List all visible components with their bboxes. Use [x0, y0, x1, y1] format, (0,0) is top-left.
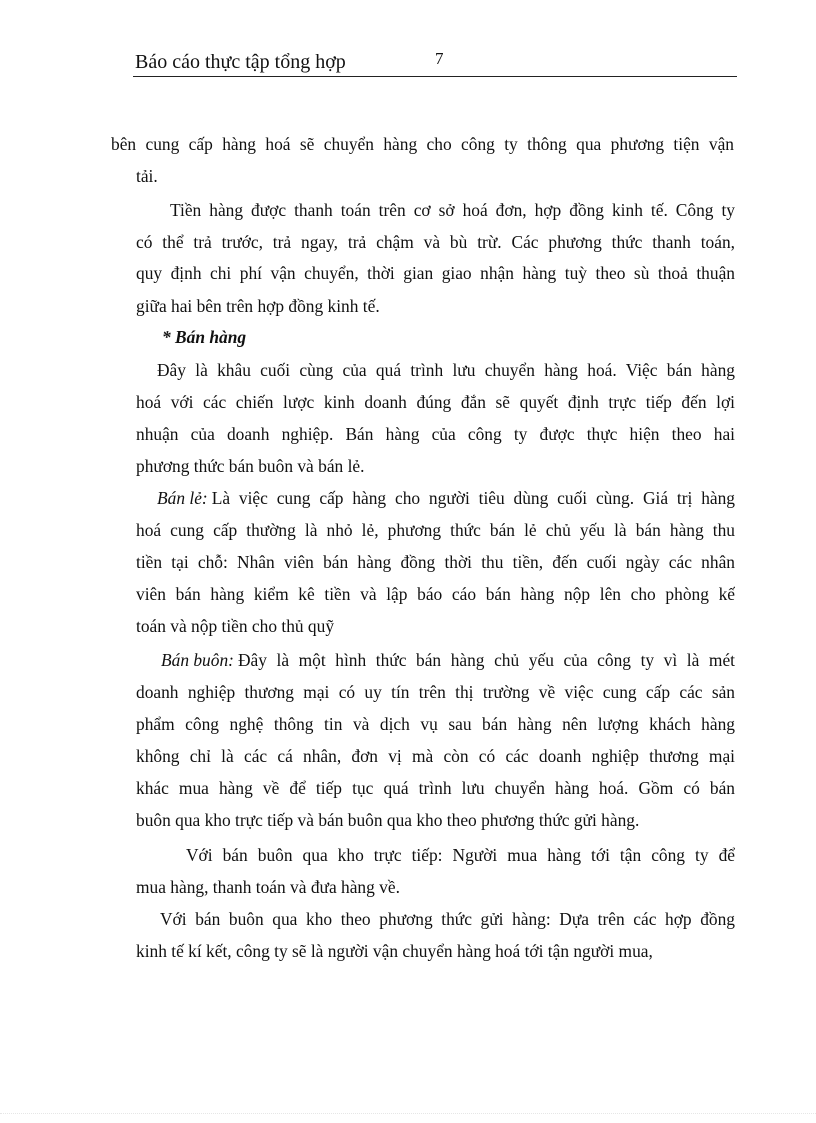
text-line: phương thức bán buôn và bán lẻ. [136, 456, 365, 476]
text-line: quy định chi phí vận chuyển, thời gian giao nhận hàng tuỳ theo sù thoả thuận [136, 263, 735, 283]
text-line: buôn qua kho trực tiếp và bán buôn qua kho theo phương thức gửi hàng. [136, 810, 640, 830]
page-header [133, 46, 737, 77]
text-segment: Là việc cung cấp hàng cho người tiêu dùng cuối cùng. Giá trị hàng [211, 488, 735, 508]
term-ban-buon: Bán buôn: [161, 650, 234, 670]
text-line: Tiền hàng được thanh toán trên cơ sở hoá đơn, hợp đồng kinh tế. Công ty [170, 200, 735, 220]
text-line: bên cung cấp hàng hoá sẽ chuyển hàng cho công ty thông qua phương tiện vận [111, 134, 734, 154]
header-title: Báo cáo thực tập tổng hợp [135, 51, 346, 73]
text-line: mua hàng, thanh toán và đưa hàng về. [136, 877, 400, 897]
term-ban-le: Bán lẻ: [157, 488, 208, 508]
text-line [157, 488, 735, 508]
text-line: Với bán buôn qua kho trực tiếp: Người mua hàng tới tận công ty để [186, 845, 735, 865]
text-line: không chỉ là các cá nhân, đơn vị mà còn có các doanh nghiệp thương mại [136, 746, 735, 766]
text-line [161, 650, 735, 670]
text-line: toán và nộp tiền cho thủ quỹ [136, 616, 335, 636]
text-line: nhuận của doanh nghiệp. Bán hàng của công ty được thực hiện theo hai [136, 424, 735, 444]
text-line: giữa hai bên trên hợp đồng kinh tế. [136, 296, 380, 316]
text-line: kinh tế kí kết, công ty sẽ là người vận chuyển hàng hoá tới tận người mua, [136, 941, 653, 961]
text-line: Với bán buôn qua kho theo phương thức gửi hàng: Dựa trên các hợp đồng [160, 909, 735, 929]
text-line: phẩm công nghệ thông tin và dịch vụ sau bán hàng nên lượng khách hàng [136, 714, 735, 734]
text-segment: Đây là một hình thức bán hàng chủ yếu của công ty vì là mét [237, 650, 735, 670]
page-number: 7 [435, 49, 444, 68]
text-line: khác mua hàng về để tiếp tục quá trình lưu chuyển hàng hoá. Gồm có bán [136, 778, 735, 798]
text-line: hoá với các chiến lược kinh doanh đúng đắn sẽ quyết định trực tiếp đến lợi [136, 392, 735, 412]
page-bottom-divider [0, 1113, 816, 1114]
text-line: có thể trả trước, trả ngay, trả chậm và bù trừ. Các phương thức thanh toán, [136, 232, 735, 252]
text-line: doanh nghiệp thương mại có uy tín trên thị trường về việc cung cấp các sản [136, 682, 735, 702]
text-line: tải. [136, 166, 158, 186]
text-line: hoá cung cấp thường là nhỏ lẻ, phương thức bán lẻ chủ yếu là bán hàng thu [136, 520, 735, 540]
section-heading: * Bán hàng [162, 327, 247, 347]
text-line: viên bán hàng kiểm kê tiền và lập báo cáo bán hàng nộp lên cho phòng kế [136, 584, 735, 604]
text-line: Đây là khâu cuối cùng của quá trình lưu chuyển hàng hoá. Việc bán hàng [157, 360, 735, 380]
text-line: tiền tại chỗ: Nhân viên bán hàng đồng thời thu tiền, đến cuối ngày các nhân [136, 552, 735, 572]
